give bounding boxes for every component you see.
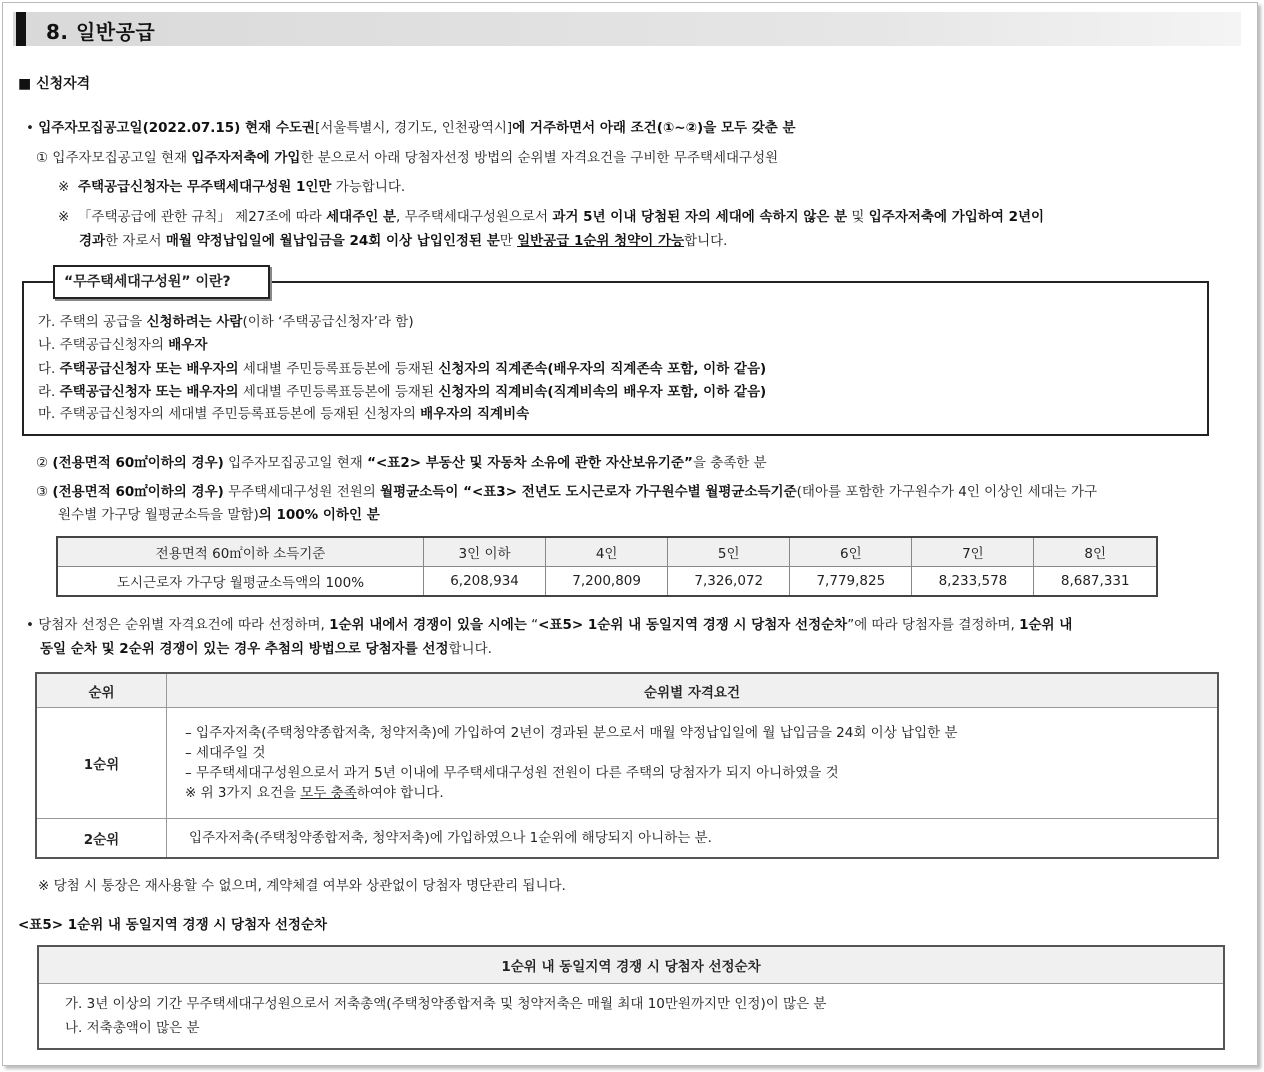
cond3-e: 원수별 가구당 월평균소득을 말함): [58, 507, 259, 523]
def-2-a: 다.: [38, 361, 60, 377]
note2-g: 경과: [79, 233, 106, 249]
cond1-b: 입주자저축에 가입: [191, 150, 301, 166]
header-bar-accent: [16, 12, 26, 46]
definition-title: “무주택세대구성원” 이란?: [53, 265, 270, 299]
cond3-c: 월평균소득이 “<표3> 전년도 도시근로자 가구원수별 월평균소득기준: [380, 484, 797, 500]
table5-header: 1순위 내 동일지역 경쟁 시 당첨자 선정순차: [38, 946, 1224, 984]
cond2-a: (전용면적 60㎡이하의 경우): [52, 455, 224, 471]
cond1-c: 한 분으로서 아래 당첨자선정 방법의 순위별 자격요건을 구비한 무주택세대구성원: [300, 150, 779, 166]
note-1: [58, 175, 405, 195]
cond2-b: 입주자모집공고일 현재: [223, 455, 368, 471]
def-3-a: 라.: [38, 384, 60, 400]
table5-item: 가. 3년 이상의 기간 무주택세대구성원으로서 저축총액(주택청약종합저축 및 청약저축은 매월 최대 10만원까지만 인정)이 많은 분: [65, 996, 827, 1012]
rank-header-requirements: 순위별 자격요건: [167, 673, 1219, 708]
note2-mark: ※: [58, 209, 70, 225]
rank-1-note-b: 모두 충족: [300, 785, 357, 801]
rank-row-2: [36, 819, 1218, 859]
selection-a: 당첨자 선정은 순위별 자격요건에 따라 선정하며,: [38, 617, 330, 633]
income-cell: 7,200,809: [546, 567, 668, 597]
selection-e: ”에 따라 당첨자를 결정하며,: [847, 617, 1020, 633]
note2-j: 만: [499, 233, 518, 249]
income-cell: 8,233,578: [912, 567, 1034, 597]
rank-1-line: – 무주택세대구성원으로서 과거 5년 이내에 무주택세대구성원 전원이 다른 주택의 당첨자가 되지 아니하였을 것: [185, 765, 839, 781]
rank-table-header: [36, 673, 1218, 708]
main-bullet-a: 입주자모집공고일(2022.07.15) 현재 수도권: [38, 120, 315, 136]
note2-d: 과거 5년 이내 당첨된 자의 세대에 속하지 않은 분: [552, 209, 848, 225]
def-3-b: 주택공급신청자 또는 배우자의: [59, 384, 239, 400]
bankbook-note: ※ 당첨 시 통장은 재사용할 수 없으며, 계약체결 여부와 상관없이 당첨자 명단관리 됩니다.: [38, 878, 566, 894]
cond3-f: 의 100% 이하인 분: [258, 507, 380, 523]
cond3-a: (전용면적 60㎡이하의 경우): [52, 484, 224, 500]
condition-2: [36, 451, 767, 471]
selection-bullet-line-1: [26, 613, 1072, 633]
rank-1-line: – 입주자저축(주택청약종합저축, 청약저축)에 가입하여 2년이 경과된 분으로서 매월 약정납입일에 월 납입금을 24회 이상 납입한 분: [185, 725, 958, 741]
rank-1-note-a: ※ 위 3가지 요건을: [185, 785, 301, 801]
income-header-cell: 6인: [790, 537, 912, 567]
note2-l: 합니다.: [684, 233, 728, 249]
main-bullet: [26, 116, 796, 136]
income-cell: 8,687,331: [1034, 567, 1157, 597]
note2-h: 한 자로서: [105, 233, 166, 249]
cond2-d: 을 충족한 분: [692, 455, 767, 471]
def-4-b: 배우자의 직계비속: [420, 406, 530, 422]
note2-f: 입주자저축에 가입하여 2년이: [868, 209, 1045, 225]
selection-c: “: [526, 617, 539, 633]
income-table: [56, 536, 1158, 597]
selection-marker: •: [26, 617, 34, 633]
def-4-a: 마. 주택공급신청자의 세대별 주민등록표등본에 등재된 신청자의: [38, 406, 421, 422]
table5: [37, 945, 1225, 1050]
note1-b: 가능합니다.: [331, 179, 406, 195]
note2-c: , 무주택세대구성원으로서: [396, 209, 553, 225]
income-header-cell: 4인: [546, 537, 668, 567]
rank-2-requirements: 입주자저축(주택청약종합저축, 청약저축)에 가입하였으나 1순위에 해당되지 아니하는 분.: [167, 819, 1219, 859]
condition-3-line-1: [36, 480, 1097, 500]
table5-body: [38, 984, 1224, 1050]
note2-b: 세대주인 분: [326, 209, 397, 225]
income-table-header: [57, 537, 1157, 567]
rank-2-label: 2순위: [36, 819, 167, 859]
main-bullet-b: [서울특별시, 경기도, 인천광역시]: [314, 120, 513, 136]
definition-item: [38, 357, 766, 377]
def-0-c: (이하 ‘주택공급신청자’라 함): [242, 314, 414, 330]
definition-item: [38, 310, 414, 330]
note2-a: 「주택공급에 관한 규칙」 제27조에 따라: [77, 209, 327, 225]
table5-item: 나. 저축총액이 많은 분: [65, 1020, 200, 1036]
selection-d: <표5> 1순위 내 동일지역 경쟁 시 당첨자 선정순차: [538, 617, 848, 633]
rank-1-requirements: [167, 708, 1219, 819]
definition-item: [38, 402, 529, 422]
note-2-line-2: [79, 229, 727, 249]
section-title: 8. 일반공급: [46, 20, 156, 44]
rank-1-line: – 세대주일 것: [185, 745, 266, 761]
note2-k: 일반공급 1순위 청약이 가능: [517, 233, 685, 249]
selection-g: 동일 순차 및 2순위 경쟁이 있는 경우 추첨의 방법으로 당첨자를 선정: [40, 641, 449, 657]
selection-bullet-line-2: [40, 637, 492, 657]
condition-1: [36, 146, 778, 166]
note2-e: 및: [847, 209, 869, 225]
income-table-row: [57, 567, 1157, 597]
note1-a: 주택공급신청자는 무주택세대구성원 1인만: [77, 179, 332, 195]
income-header-cell: 8인: [1034, 537, 1157, 567]
def-2-d: 신청자의 직계존속(배우자의 직계존속 포함, 이하 같음): [438, 361, 767, 377]
rank-1-note-c: 하여야 합니다.: [356, 785, 444, 801]
subsection-title: ■ 신청자격: [18, 76, 91, 92]
selection-b: 1순위 내에서 경쟁이 있을 시에는: [329, 617, 527, 633]
income-header-cell: 전용면적 60㎡이하 소득기준: [57, 537, 424, 567]
cond1-num: ①: [36, 150, 49, 166]
rank-header-rank: 순위: [36, 673, 167, 708]
def-1-b: 배우자: [168, 337, 208, 353]
main-bullet-c: 에 거주하면서 아래 조건(①~②)을 모두 갖춘 분: [512, 120, 796, 136]
rank-table: [35, 672, 1219, 859]
note-2-line-1: [58, 205, 1044, 225]
selection-h: 합니다.: [448, 641, 492, 657]
condition-3-line-2: [58, 503, 380, 523]
def-0-b: 신청하려는 사람: [146, 314, 243, 330]
cond3-num: ③: [36, 484, 49, 500]
income-cell: 6,208,934: [424, 567, 546, 597]
cond2-num: ②: [36, 455, 49, 471]
bullet-marker: •: [26, 120, 34, 136]
def-0-a: 가. 주택의 공급을: [38, 314, 147, 330]
def-3-c: 세대별 주민등록표등본에 등재된: [238, 384, 439, 400]
note2-i: 매월 약정납입일에 월납입금을 24회 이상 납입인정된 분: [165, 233, 500, 249]
income-header-cell: 5인: [668, 537, 790, 567]
income-header-cell: 3인 이하: [424, 537, 546, 567]
table5-caption: <표5> 1순위 내 동일지역 경쟁 시 당첨자 선정순차: [18, 917, 328, 933]
income-cell: 7,326,072: [668, 567, 790, 597]
income-cell: 7,779,825: [790, 567, 912, 597]
note1-mark: ※: [58, 179, 70, 195]
rank-1-label: 1순위: [36, 708, 167, 819]
cond3-b: 무주택세대구성원 전원의: [223, 484, 381, 500]
selection-f: 1순위 내: [1019, 617, 1073, 633]
income-header-cell: 7인: [912, 537, 1034, 567]
cond1-a: 입주자모집공고일 현재: [52, 150, 192, 166]
definition-item: [38, 333, 207, 353]
def-1-a: 나. 주택공급신청자의: [38, 337, 169, 353]
cond3-d: (태아를 포함한 가구원수가 4인 이상인 세대는 가구: [796, 484, 1098, 500]
definition-item: [38, 380, 766, 400]
section-header: [13, 12, 1241, 46]
income-cell: 도시근로자 가구당 월평균소득액의 100%: [57, 567, 424, 597]
def-3-d: 신청자의 직계비속(직계비속의 배우자 포함, 이하 같음): [438, 384, 767, 400]
rank-1-note: [185, 783, 1217, 803]
rank-row-1: [36, 708, 1218, 819]
def-2-c: 세대별 주민등록표등본에 등재된: [238, 361, 439, 377]
cond2-c: “<표2> 부동산 및 자동차 소유에 관한 자산보유기준”: [367, 455, 693, 471]
def-2-b: 주택공급신청자 또는 배우자의: [59, 361, 239, 377]
